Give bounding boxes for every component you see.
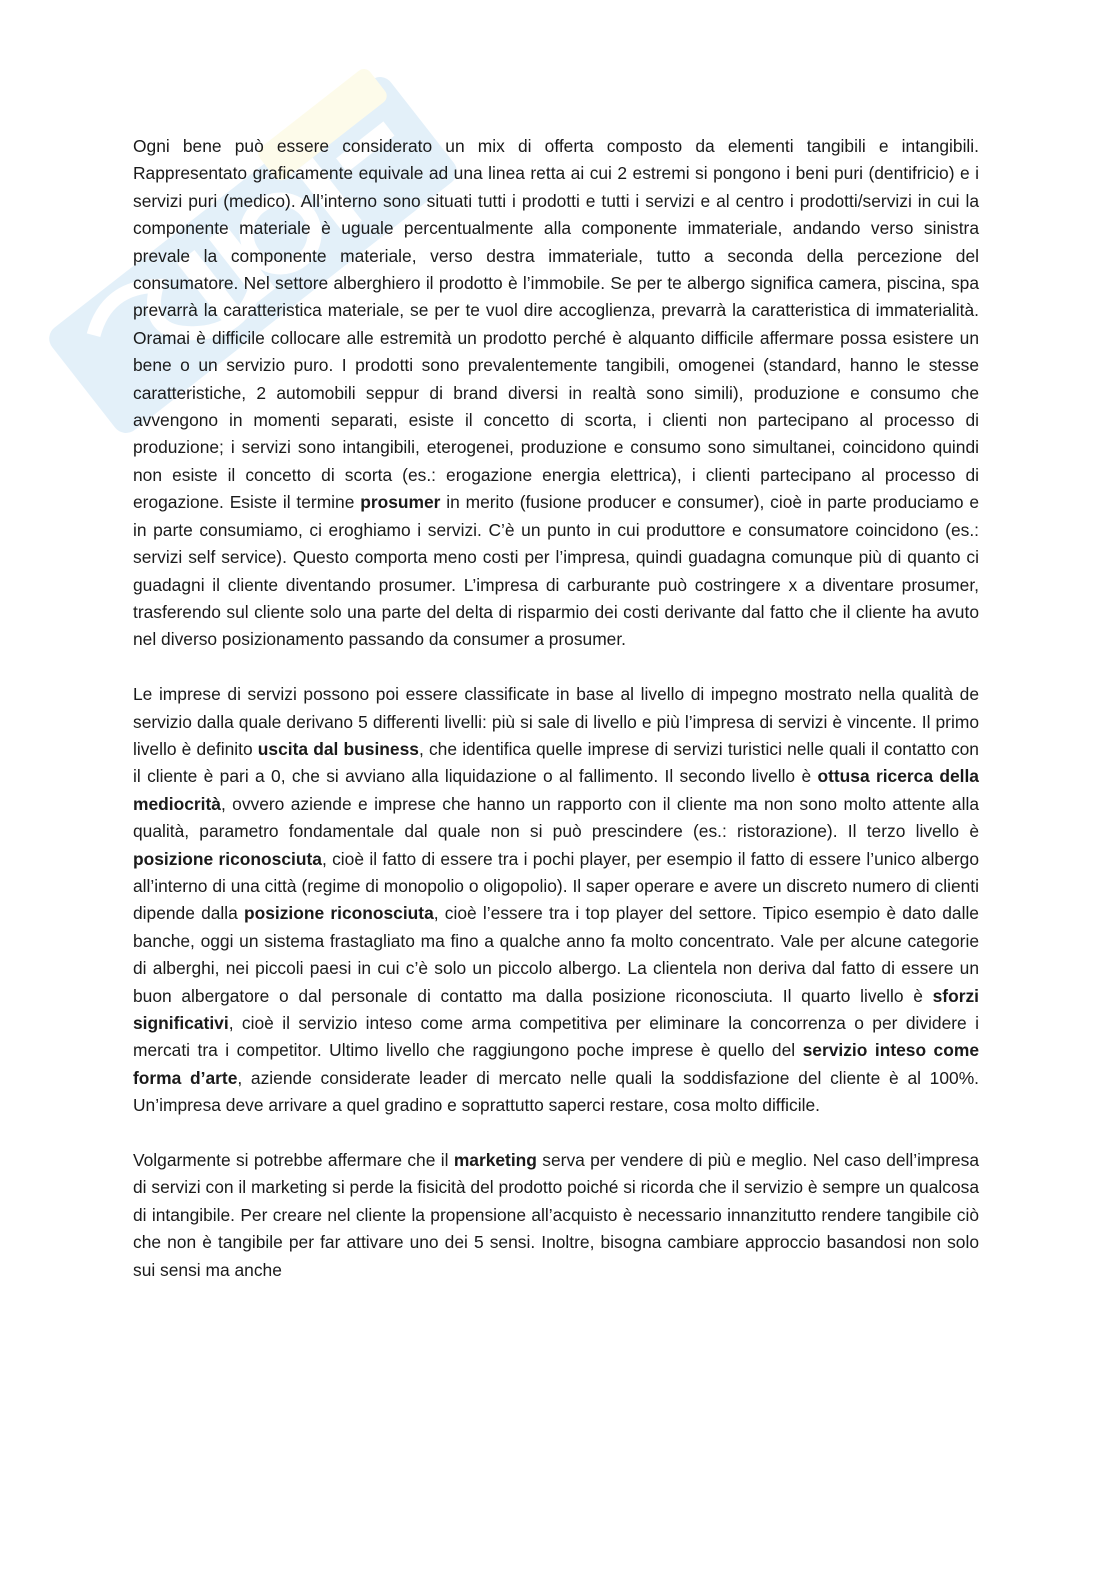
text-run: , ovvero aziende e imprese che hanno un rapporto con il cliente ma non sono molto attente alla qualità, parametro fondamentale dal quale non si può prescindere (es.: ristorazione). Il terzo livello è <box>133 793 979 842</box>
bold-term: posizione riconosciuta <box>243 903 434 924</box>
paragraph <box>133 133 979 654</box>
bold-term: servizio inteso come forma d’arte <box>133 1040 979 1088</box>
paragraph <box>133 681 979 1120</box>
paragraph <box>133 1147 979 1284</box>
document-body <box>133 133 979 1311</box>
text-run: Le imprese di servizi possono poi essere classificate in base al livello di impegno mostrato nella qualità de servizio dalla quale derivano 5 differenti livelli: più si sale di livello e più l’impresa di servizi è vincente. Il primo livello è definito <box>133 684 979 759</box>
bold-term: posizione riconosciuta <box>133 848 322 869</box>
text-run: Ogni bene può essere considerato un mix di offerta composto da elementi tangibili e intangibili. Rappresentato graficamente equivale ad una linea retta ai cui 2 estremi si pongono i beni puri (dentifricio) e i servizi puri (medico). All’interno sono situati tutti i prodotti e tutti i servizi e al centro i prodotti/servizi in cui la componente materiale è uguale percentualmente alla componente immateriale, andando verso sinistra prevale la componente materiale, verso destra immateriale, tutto a seconda della percezione del consumatore. Nel settore alberghiero il prodotto è l’immobile. Se per te albergo significa camera, piscina, spa prevarrà la caratteristica materiale, se per te vuol dire accoglienza, prevarrà la caratteristica di immaterialità. Oramai è difficile collocare alle estremità un prodotto perché è alquanto difficile affermare possa esistere un bene o un servizio puro. I prodotti sono prevalentemente tangibili, omogenei (standard, hanno le stesse caratteristiche, 2 automobili seppur di brand diversi in realtà sono simili), produzione e consumo che avvengono in momenti separati, esiste il concetto di scorta, i clienti non partecipano al processo di produzione; i servizi sono intangibili, eterogenei, produzione e consumo sono simultanei, coincidono quindi non esiste il concetto di scorta (es.: erogazione energia elettrica), i clienti partecipano al processo di erogazione. Esiste il termine <box>133 136 979 513</box>
bold-term: marketing <box>453 1150 537 1170</box>
text-run: , aziende considerate leader di mercato nelle quali la soddisfazione del cliente è al 100%. Un’impresa deve arrivare a quel gradino e soprattutto saperci restare, cosa molto difficile. <box>133 1067 979 1116</box>
bold-term: uscita dal business <box>257 738 419 759</box>
text-run: , che identifica quelle imprese di servizi turistici nelle quali il contatto con il cliente è pari a 0, che si avviano alla liquidazione o al fallimento. Il secondo livello è <box>133 738 979 787</box>
text-run: , cioè il servizio inteso come arma competitiva per eliminare la concorrenza o per dividere i mercati tra i competitor. Ultimo livello che raggiungono poche imprese è quello del <box>133 1012 979 1061</box>
bold-term: ottusa ricerca della mediocrità <box>133 766 979 814</box>
text-run: , cioè l’essere tra i top player del settore. Tipico esempio è dato dalle banche, oggi un sistema frastagliato ma fino a qualche anno fa molto concentrato. Vale per alcune categorie di alberghi, nei piccoli paesi in cui c’è solo un piccolo albergo. La clientela non deriva dal fatto di essere un buon albergatore o dal personale di contatto ma dalla posizione riconosciuta. Il quarto livello è <box>133 903 979 1006</box>
text-run: , cioè il fatto di essere tra i pochi player, per esempio il fatto di essere l’unico albergo all’interno di una città (regime di monopolio o oligopolio). Il saper operare e avere un discreto numero di clienti dipende dalla <box>133 848 980 924</box>
text-run: serva per vendere di più e meglio. Nel caso dell’impresa di servizi con il marketing si perde la fisicità del prodotto poiché si ricorda che il servizio è sempre un qualcosa di intangibile. Per creare nel cliente la propensione all’acquisto è necessario innanzitutto rendere tangibile ciò che non è tangibile per far attivare uno dei 5 sensi. Inoltre, bisogna cambiare approccio basandosi non solo sui sensi ma anche <box>133 1150 979 1280</box>
bold-term: prosumer <box>360 492 441 513</box>
text-run: Volgarmente si potrebbe affermare che il <box>133 1150 454 1170</box>
text-run: in merito (fusione producer e consumer), cioè in parte produciamo e in parte consumiamo, ci eroghiamo i servizi. C’è un punto in cui produttore e consumatore coincidono (es.: servizi self service). Questo comporta meno costi per l’impresa, quindi guadagna comunque più di quanto ci guadagni il cliente diventando prosumer. L’impresa di carburante può costringere x a diventare prosumer, trasferendo sul cliente solo una parte del delta di risparmio dei costi derivante dal fatto che il cliente ha avuto nel diverso posizionamento passando da consumer a prosumer. <box>133 492 979 650</box>
bold-term: sforzi significativi <box>133 985 979 1033</box>
